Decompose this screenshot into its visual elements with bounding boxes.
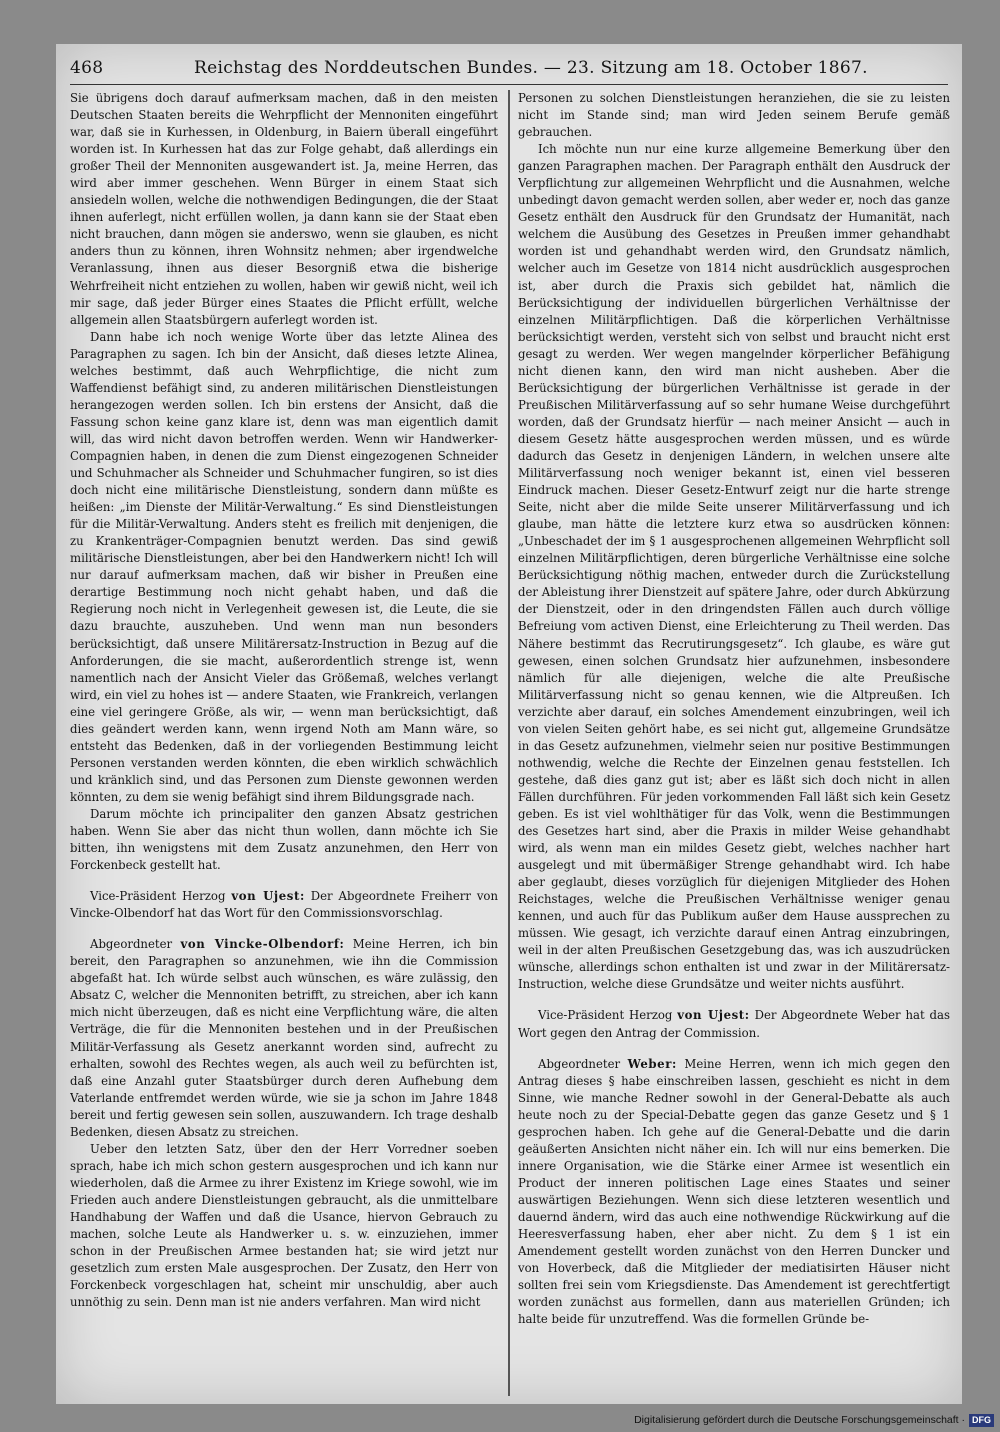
speaker-name: von Ujest: — [231, 889, 305, 904]
paragraph: Dann habe ich noch wenige Worte über das letzte Alinea des Paragraphen zu sagen. Ich bin der Ansicht, daß dieses letzte Alinea, welches bestimmt, daß auch Wehrpflichtige, die nicht zum Waffendienst befähigt sind, zu anderen militärischen Dienstleistungen herangezogen werden sollen. Ich bin erstens der Ansicht, daß die Fassung schon keine ganz klare ist, denn was man eigentlich damit will, das wird nicht davon betroffen werden. Wenn wir Handwerker-Compagnien haben, in denen die zum Dienst eingezogenen Schneider und Schuhmacher als Schneider und Schuhmacher fungiren, so ist dies doch nicht eine militärische Dienstleistung, sondern dann müßte es heißen: „im Dienste der Militär-Verwaltung.“ Es sind Dienstleistungen für die Militär-Verwaltung. Anders steht es freilich mit denjenigen, die zu Krankenträger-Compagnien benutzt werden. Das sind gewiß militärische Dienstleistungen, aber bei den Handwerkern nicht! Ich will nur darauf aufmerksam machen, daß wir bisher in Preußen eine derartige Bestimmung noch nicht gehabt haben, und daß die Regierung noch nicht in Verlegenheit gewesen ist, die Leute, die sie dazu brauchte, auszuheben. Und wenn man nun besonders berücksichtigt, daß unsere Militärersatz-Instruction in Bezug auf die Anforderungen, die sie macht, außerordentlich strenge ist, wenn namentlich nach der Ansicht Vieler das Größemaß, welches verlangt wird, ein viel zu hohes ist — andere Staaten, wie Frankreich, verlangen eine viel geringere Größe, als wir, — wenn man berücksichtigt, daß dies geändert werden kann, wenn irgend Noth am Mann wäre, so entsteht das Bedenken, daß in der vorliegenden Bestimmung leicht Personen verstanden werden könnten, die eben wirklich schwächlich und kränklich sind, und das Personen zum Dienste gewonnen werden könnten, zu dem sie wenig befähigt sind ihrem Bildungsgrade nach. — [70, 329, 498, 804]
page-number: 468 — [70, 58, 104, 78]
column-divider — [508, 90, 510, 1396]
speaker-title: Vice-Präsident Herzog — [90, 889, 232, 904]
digitization-credit — [600, 1414, 994, 1430]
paragraph: Personen zu solchen Dienstleistungen heranziehen, die sie zu leisten nicht im Stande sind; man wird Jeden seinem Berufe gemäß gebrauchen. — [518, 91, 950, 140]
speaker-title: Abgeordneter — [90, 937, 181, 952]
president-statement — [518, 1007, 950, 1041]
paragraph: Sie übrigens doch darauf aufmerksam machen, daß in den meisten Deutschen Staaten bereits die Wehrpflicht der Mennoniten eingeführt war, daß sie in Kurhessen, in Oldenburg, in Baiern überall eingeführt worden ist. In Kurhessen hat das zur Folge gehabt, daß allerdings ein großer Theil der Mennoniten ausgewandert ist. Ja, meine Herren, das wird aber immer geschehen. Wenn Bürger in einem Staat sich ansiedeln wollen, welche die nothwendigen Bedingungen, die der Staat ihnen auferlegt, nicht erfüllen wollen, ja dann kann sie der Staat eben nicht brauchen, dann mögen sie anderswo, wenn sie glauben, es nicht anders thun zu können, ihren Wohnsitz nehmen; aber irgendwelche Veranlassung, ihnen aus dieser Besorgniß etwa die bisherige Wehrfreiheit nicht entziehen zu wollen, haben wir gewiß nicht, weil ich mir sage, daß jeder Bürger eines Staates die Pflicht erfüllt, welche allgemein allen Staatsbürgern auferlegt worden ist. — [70, 91, 498, 327]
credit-text: Digitalisierung gefördert durch die Deutsche Forschungsgemeinschaft · — [634, 1414, 965, 1426]
right-column — [518, 90, 950, 1396]
speaker-title: Abgeordneter — [538, 1056, 628, 1071]
speech-text: Meine Herren, ich bin bereit, den Paragraphen so anzunehmen, wie ihn die Commission abgefaßt hat. Ich würde selbst auch wünschen, es wäre zulässig, den Absatz C, welcher die Mennoniten betrifft, zu streichen, aber ich kann mich nicht überzeugen, daß es nicht eine Verpflichtung wäre, die alten Verträge, die für die Mennoniten bestehen und in der Preußischen Militär-Verfassung als Gesetz anerkannt worden sind, aufrecht zu erhalten, sowohl des Rechtes wegen, als auch weil zu befürchten ist, daß eine Anzahl guter Staatsbürger durch deren Aufhebung dem Vaterlande entfremdet werden würde, wie sie ja schon im Jahre 1848 bereit und fertig gewesen sein sollen, auszuwandern. Ich trage deshalb Bedenken, diesen Absatz zu streichen. — [70, 937, 498, 1139]
speech-vincke — [70, 936, 498, 1141]
paragraph: Darum möchte ich principaliter den ganzen Absatz gestrichen haben. Wenn Sie aber das nicht thun wollen, dann möchte ich Sie bitten, ihn wenigstens mit dem Zusatz anzunehmen, den Herr von Forckenbeck gestellt hat. — [70, 806, 498, 873]
speech-text: Meine Herren, wenn ich mich gegen den Antrag dieses § habe einschreiben lassen, geschieht es nicht in dem Sinne, wie manche Redner sowohl in der General-Debatte als auch heute noch zu der Special-Debatte gegen das ganze Gesetz und § 1 gesprochen haben. Ich gehe auf die General-Debatte und die darin geäußerten Ansichten nicht näher ein. Ich will nur eins bemerken. Die innere Organisation, wie die Stärke einer Armee ist wesentlich ein Product der inneren politischen Lage eines Staates und seiner auswärtigen Beziehungen. Wenn sich diese letzteren wesentlich und dauernd ändern, wird das auch eine nothwendige Rückwirkung auf die Heeresverfassung haben, eher aber nicht. Zu dem § 1 ist ein Amendement gestellt worden zunächst von den Herren Duncker und von Hoverbeck, daß die Mitglieder der mediatisirten Häuser nicht sollten frei sein vom Kriegsdienste. Das Amendement ist gerechtfertigt worden zunächst aus formellen, dann aus materiellen Gründen; ich halte beide für unzutreffend. Was die formellen Gründe be- — [518, 1056, 950, 1327]
speaker-name: von Ujest: — [677, 1008, 750, 1023]
speech-weber — [518, 1056, 950, 1329]
header-title: Reichstag des Norddeutschen Bundes. — 23. Sitzung am 18. October 1867. — [194, 58, 868, 78]
statement-text: Der Abgeordnete Weber hat das Wort gegen den Antrag der Commission. — [518, 1008, 950, 1040]
speaker-name: Weber: — [627, 1056, 677, 1071]
paragraph: Ueber den letzten Satz, über den der Herr Vorredner soeben sprach, habe ich mich schon gestern ausgesprochen und ich kann nur wiederholen, daß die Armee zu ihrer Existenz im Kriege sowohl, wie im Frieden auch andere Dienstleistungen gebraucht, als die unmittelbare Handhabung der Waffen und daß die Usance, hiervon Gebrauch zu machen, solche Leute als Handwerker u. s. w. einzuziehen, immer schon in der Preußischen Armee bestanden hat; sie wird jetzt nur gesetzlich zum ersten Male ausgesprochen. Der Zusatz, den Herr von Forckenbeck vorgeschlagen hat, scheint mir unschuldig, aber auch unnöthig zu sein. Denn man ist nie anders verfahren. Man wird nicht — [70, 1141, 498, 1310]
president-statement — [70, 888, 498, 922]
speaker-title: Vice-Präsident Herzog — [538, 1008, 678, 1023]
left-column — [70, 90, 498, 1396]
speaker-name: von Vincke-Olbendorf: — [180, 937, 345, 952]
dfg-logo: DFG — [969, 1414, 994, 1427]
statement-text: Der Abgeordnete Freiherr von Vincke-Olbendorf hat das Wort für den Commissionsvorschlag. — [70, 889, 498, 921]
document-page — [56, 44, 962, 1404]
paragraph: Ich möchte nun nur eine kurze allgemeine Bemerkung über den ganzen Paragraphen machen. Der Paragraph enthält den Ausdruck der Verpflichtung zur allgemeinen Wehrpflicht und die Ausnahmen, welche unbedingt davon gemacht werden sollen, aber weder er, noch das ganze Gesetz enthält den Ausdruck für den Grundsatz der Humanität, nach welchem die Ausübung des Gesetzes in Preußen immer gehandhabt worden ist und gehandhabt werden wird, den Grundsatz nämlich, welcher auch im Gesetze von 1814 nicht ausdrücklich ausgesprochen ist, aber durch die Praxis sich gebildet hat, nämlich die Berücksichtigung der individuellen bürgerlichen Verhältnisse der einzelnen Militärpflichtigen. Daß die körperlichen Verhältnisse berücksichtigt werden, versteht sich von selbst und braucht nicht erst gesagt zu werden. Wer wegen mangelnder körperlicher Befähigung nicht dienen kann, den wird man nicht ausheben. Aber die Berücksichtigung der bürgerlichen Verhältnisse ist gerade in der Preußischen Militärverfassung auf so sehr humane Weise durchgeführt worden, daß der Grundsatz hierfür — nach meiner Ansicht — auch in diesem Gesetz hätte ausgesprochen werden müssen, und es würde dadurch das Gesetz in denjenigen Ländern, in welchen unsere alte Militärverfassung noch weniger bekannt ist, einen viel besseren Eindruck machen. Dieser Gesetz-Entwurf zeigt nur die harte strenge Seite, nicht aber die milde Seite unserer Militärverfassung und ich glaube, man hätte die letztere kurz etwa so ausdrücken können: „Unbeschadet der im § 1 ausgesprochenen allgemeinen Wehrpflicht soll einzelnen Militärpflichtigen, deren bürgerliche Verhältnisse eine solche Berücksichtigung nöthig machen, entweder durch die Zurückstellung der Ableistung ihrer Dienstzeit auf spätere Jahre, oder durch Abkürzung der Dienstzeit, oder in den dringendsten Fällen auch durch völlige Befreiung vom activen Dienst, eine Erleichterung zu Theil werden. Das Nähere bestimmt das Recrutirungsgesetz“. Ich glaube, es wäre gut gewesen, einen solchen Grundsatz hier aufzunehmen, insbesondere nämlich für alle diejenigen, welche die alte Preußische Militärverfassung nicht so genau kennen, wie die Altpreußen. Ich verzichte aber darauf, ein solches Amendement einzubringen, weil ich von vielen Seiten gehört habe, es sei nicht gut, allgemeine Grundsätze in das Gesetz aufzunehmen, vielmehr seien nur positive Bestimmungen nothwendig, welche die Rechte der Einzelnen genau feststellen. Ich gestehe, daß dies ganz gut ist; aber es läßt sich doch nicht in allen Fällen durchführen. Für jeden vorkommenden Fall läßt sich kein Gesetz geben. Es ist viel wohlthätiger für das Volk, wenn die Bestimmungen des Gesetzes hart sind, aber die Praxis in milder Weise gehandhabt wird, als wenn man ein mildes Gesetz giebt, welches nachher hart ausgelegt und mit übermäßiger Strenge gehandhabt wird. Ich habe aber geglaubt, dieses vorzüglich für diejenigen Mitglieder des Hohen Reichstages, welche die Preußischen Verhältnisse weniger genau kennen, und auch für das Publikum außer dem Hause aussprechen zu müssen. Wie gesagt, ich verzichte darauf einen Antrag einzubringen, weil in der alten Preußischen Gesetzgebung das, was ich auszudrücken wünsche, allerdings schon enthalten ist und zwar in der Militärersatz-Instruction, welche diese Grundsätze und weiter nichts ausführt. — [518, 142, 950, 992]
running-header — [70, 54, 948, 85]
